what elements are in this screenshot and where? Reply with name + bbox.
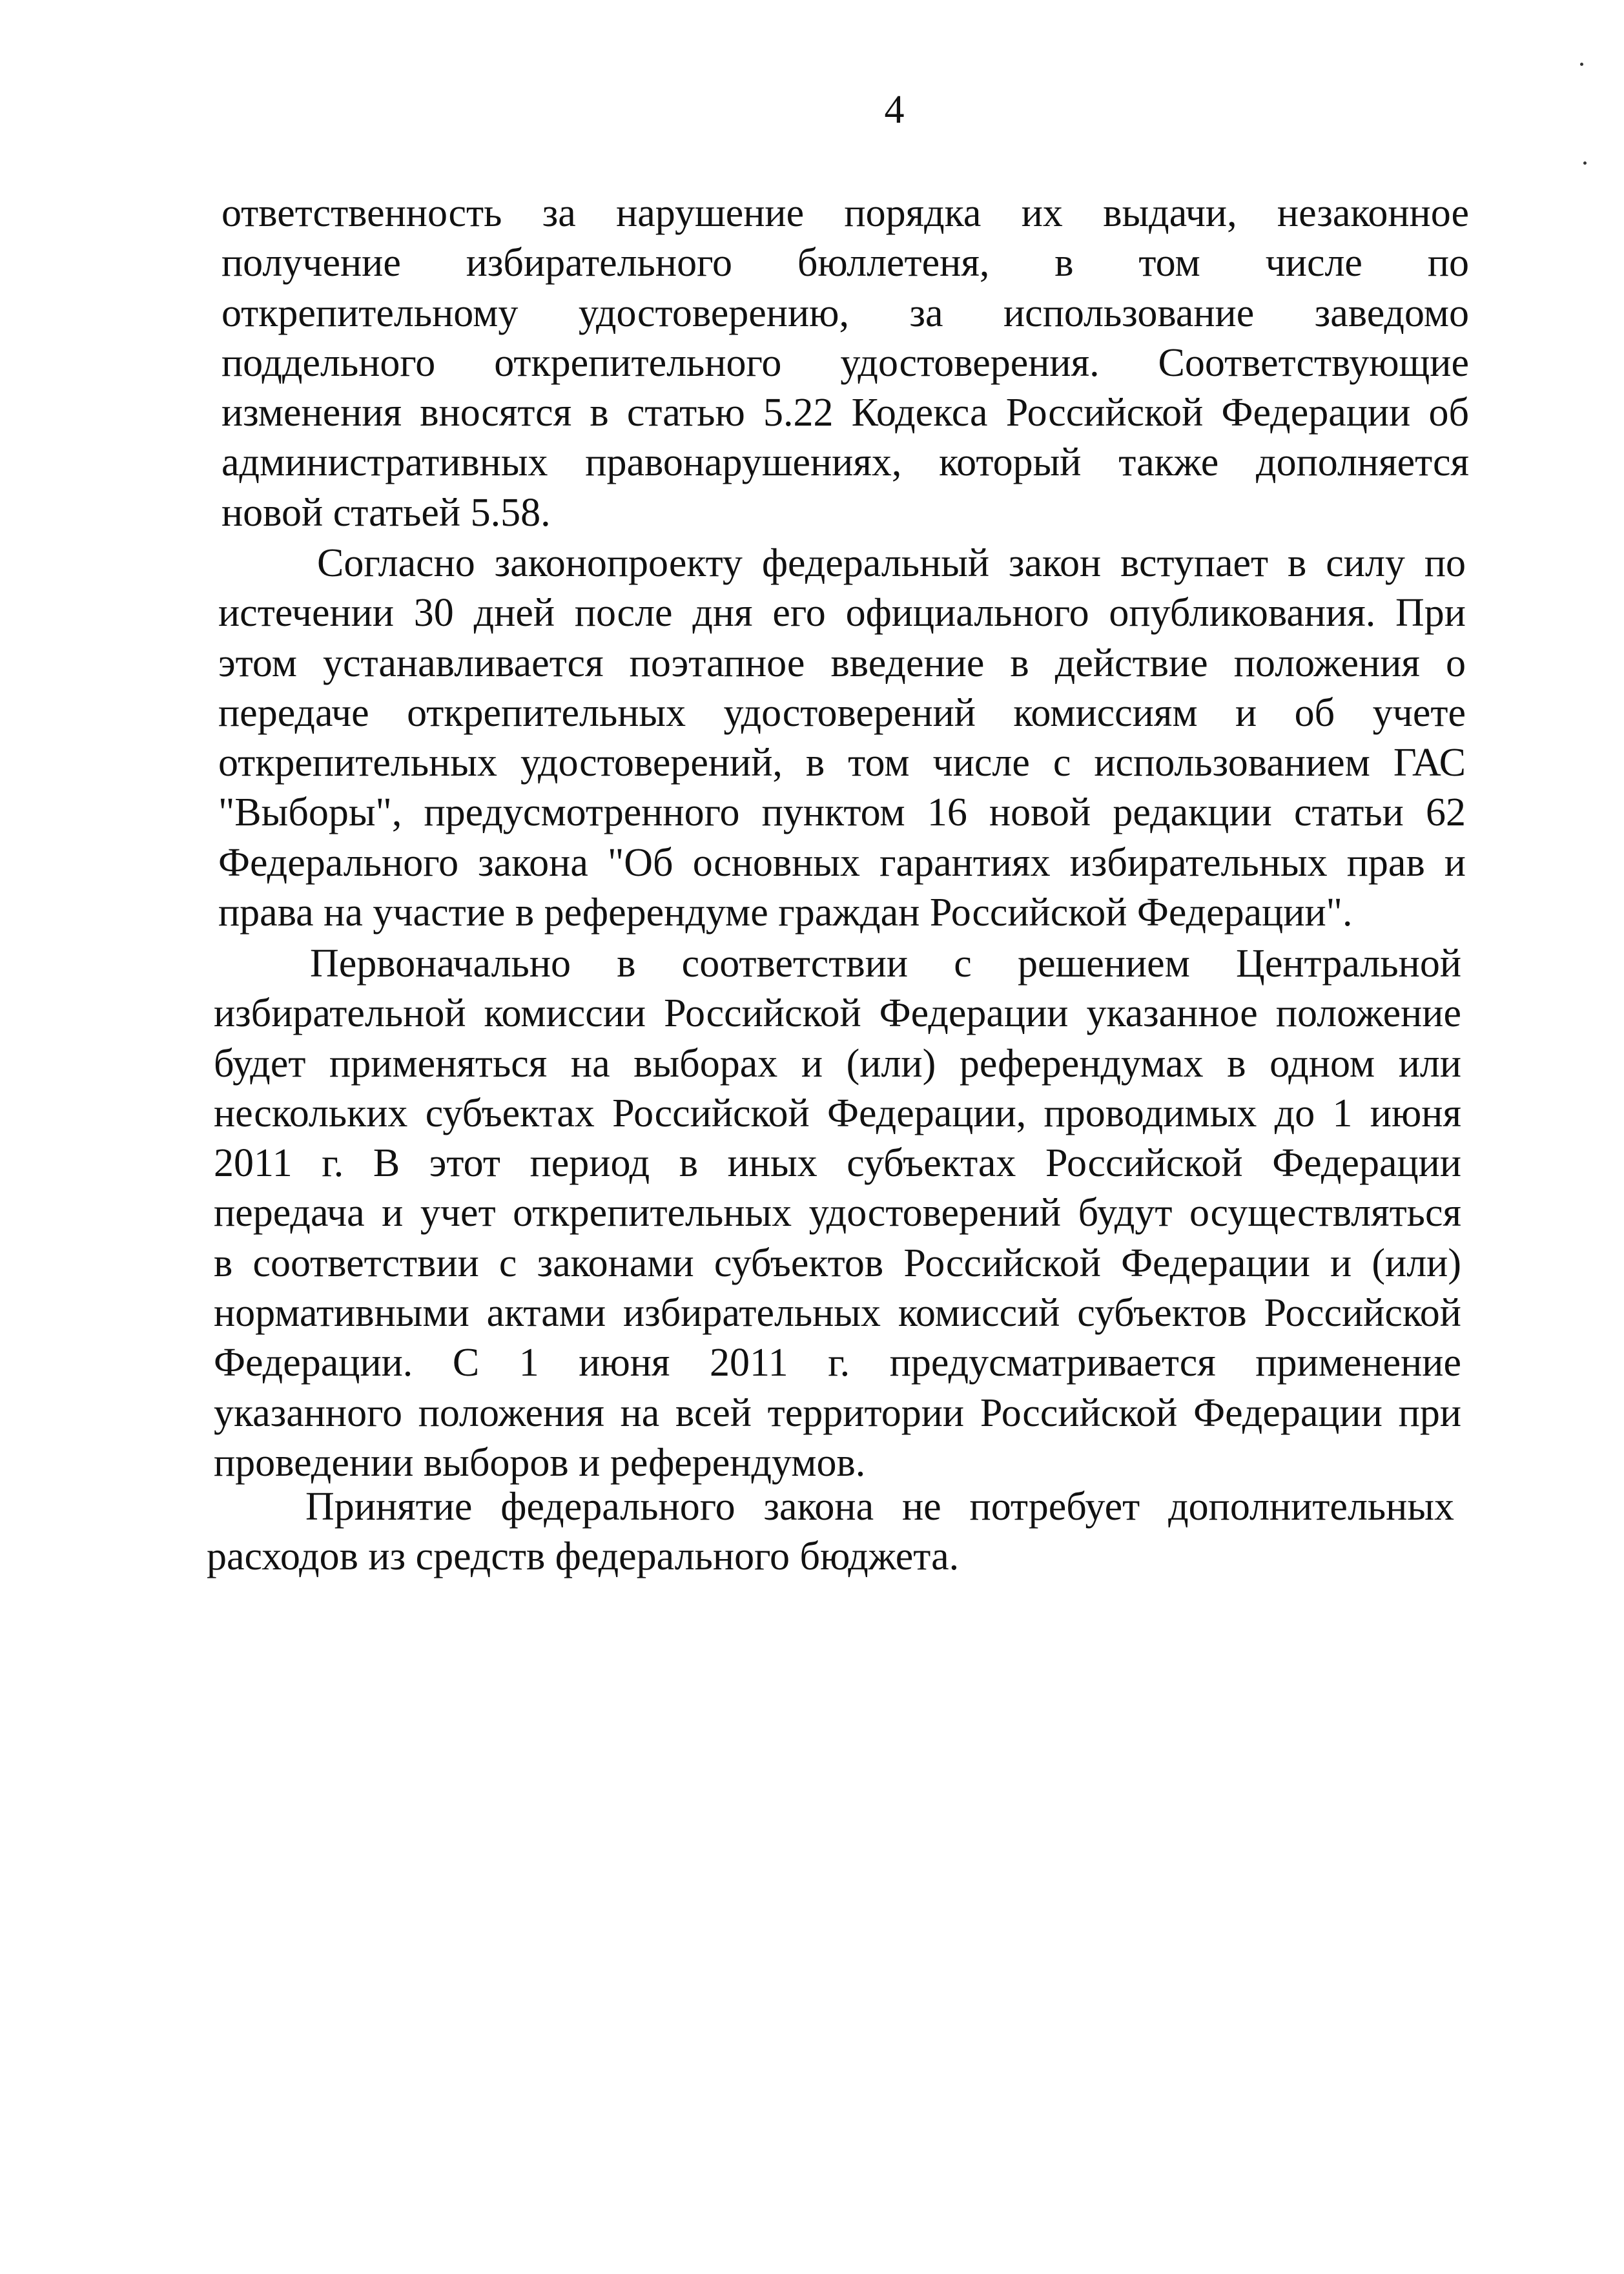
text-line: права на участие в референдуме граждан Российской Федерации". bbox=[218, 891, 1353, 935]
text-line: в соответствии с законами субъектов Российской Федерации и (или) bbox=[214, 1241, 1461, 1285]
text-line: Согласно законопроекту федеральный закон вступает в силу по bbox=[317, 541, 1466, 585]
text-line: новой статьей 5.58. bbox=[221, 490, 551, 535]
text-line: этом устанавливается поэтапное введение в действие положения о bbox=[218, 641, 1466, 685]
page-number: 4 bbox=[884, 88, 905, 132]
paragraph-1 bbox=[221, 189, 1469, 538]
text-line: административных правонарушениях, который также дополняется bbox=[221, 440, 1469, 485]
paragraph-4 bbox=[207, 1482, 1454, 1582]
text-line: открепительных удостоверений, в том числе с использованием ГАС bbox=[218, 741, 1466, 785]
text-line: Федерации. С 1 июня 2011 г. предусматривается применение bbox=[214, 1341, 1461, 1385]
text-line: поддельного открепительного удостоверения. Соответствующие bbox=[221, 340, 1469, 385]
text-line: изменения вносятся в статью 5.22 Кодекса Российской Федерации об bbox=[221, 391, 1469, 435]
text-line: будет применяться на выборах и (или) референдумах в одном или bbox=[214, 1041, 1461, 1086]
scan-speck bbox=[1583, 161, 1587, 165]
text-line: ответственность за нарушение порядка их выдачи, незаконное bbox=[221, 191, 1469, 235]
text-line: указанного положения на всей территории Российской Федерации при bbox=[214, 1390, 1461, 1435]
text-line: проведении выборов и референдумов. bbox=[214, 1440, 866, 1485]
text-line: нескольких субъектах Российской Федерации, проводимых до 1 июня bbox=[214, 1091, 1461, 1135]
text-line: Первоначально в соответствии с решением Центральной bbox=[310, 942, 1461, 986]
text-line: избирательной комиссии Российской Федерации указанное положение bbox=[214, 991, 1461, 1036]
text-line: Принятие федерального закона не потребует дополнительных bbox=[305, 1485, 1454, 1529]
text-line: "Выборы", предусмотренного пунктом 16 новой редакции статьи 62 bbox=[218, 791, 1466, 835]
text-line: 2011 г. В этот период в иных субъектах Российской Федерации bbox=[214, 1141, 1461, 1186]
text-line: открепительному удостоверению, за использование заведомо bbox=[221, 291, 1469, 335]
text-line: получение избирательного бюллетеня, в том числе по bbox=[221, 241, 1469, 285]
text-line: передаче открепительных удостоверений комиссиям и об учете bbox=[218, 690, 1466, 735]
paragraph-2 bbox=[218, 539, 1466, 938]
text-line: передача и учет открепительных удостоверений будут осуществляться bbox=[214, 1191, 1461, 1235]
text-line: расходов из средств федерального бюджета. bbox=[207, 1535, 960, 1579]
text-line: Федерального закона "Об основных гарантиях избирательных прав и bbox=[218, 840, 1466, 885]
paragraph-3 bbox=[214, 939, 1461, 1488]
text-line: нормативными актами избирательных комиссий субъектов Российской bbox=[214, 1291, 1461, 1336]
text-line: истечении 30 дней после дня его официального опубликования. При bbox=[218, 591, 1466, 636]
scan-speck bbox=[1580, 63, 1583, 66]
